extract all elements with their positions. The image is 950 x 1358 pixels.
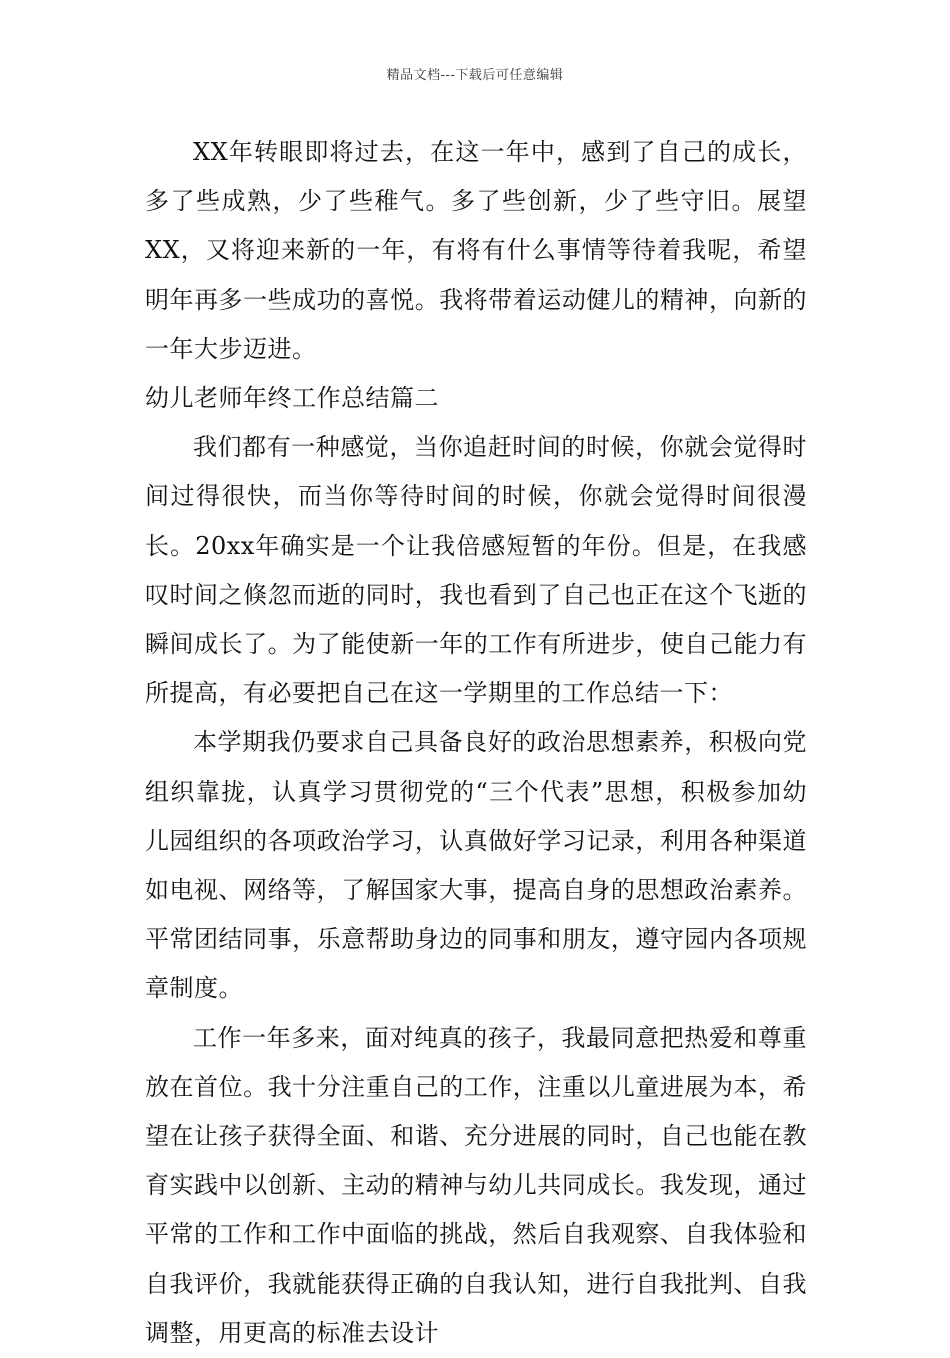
paragraph-work-experience: 工作一年多来，面对纯真的孩子，我最同意把热爱和尊重放在首位。我十分注重自己的工作，注重以儿童进展为本，希望在让孩子获得全面、和谐、充分进展的同时，自己也能在教育实践中以创新、主动的精神与幼儿共同成长。我发现，通过平常的工作和工作中面临的挑战，然后自我观察、自我体验和自我评价，我就能获得正确的自我认知，进行自我批判、自我调整，用更高的标准去设计 [145, 1023, 807, 1347]
section-heading: 幼儿老师年终工作总结篇二 [145, 384, 439, 413]
paragraph-time-feeling: 我们都有一种感觉，当你追赶时间的时候，你就会觉得时间过得很快，而当你等待时间的时候，你就会觉得时间很漫长。20xx年确实是一个让我倍感短暂的年份。但是，在我感叹时间之倏忽而逝的同时，我也看到了自己也正在这个飞逝的瞬间成长了。为了能使新一年的工作有所进步，使自己能力有所提高，有必要把自己在这一学期里的工作总结一下： [145, 433, 807, 708]
document-body [145, 128, 807, 1358]
page-header: 精品文档---下载后可任意编辑 [386, 68, 564, 83]
paragraph-year-review: XX年转眼即将过去，在这一年中，感到了自己的成长，多了些成熟，少了些稚气。多了些创新，少了些守旧。展望XX，又将迎来新的一年，有将有什么事情等待着我呢，希望明年再多一些成功的喜悦。我将带着运动健儿的精神，向新的一年大步迈进。 [145, 138, 807, 363]
paragraph-political-quality: 本学期我仍要求自己具备良好的政治思想素养，积极向党组织靠拢，认真学习贯彻党的“三个代表”思想，积极参加幼儿园组织的各项政治学习，认真做好学习记录，利用各种渠道如电视、网络等，了解国家大事，提高自身的思想政治素养。平常团结同事，乐意帮助身边的同事和朋友，遵守园内各项规章制度。 [145, 728, 807, 1003]
